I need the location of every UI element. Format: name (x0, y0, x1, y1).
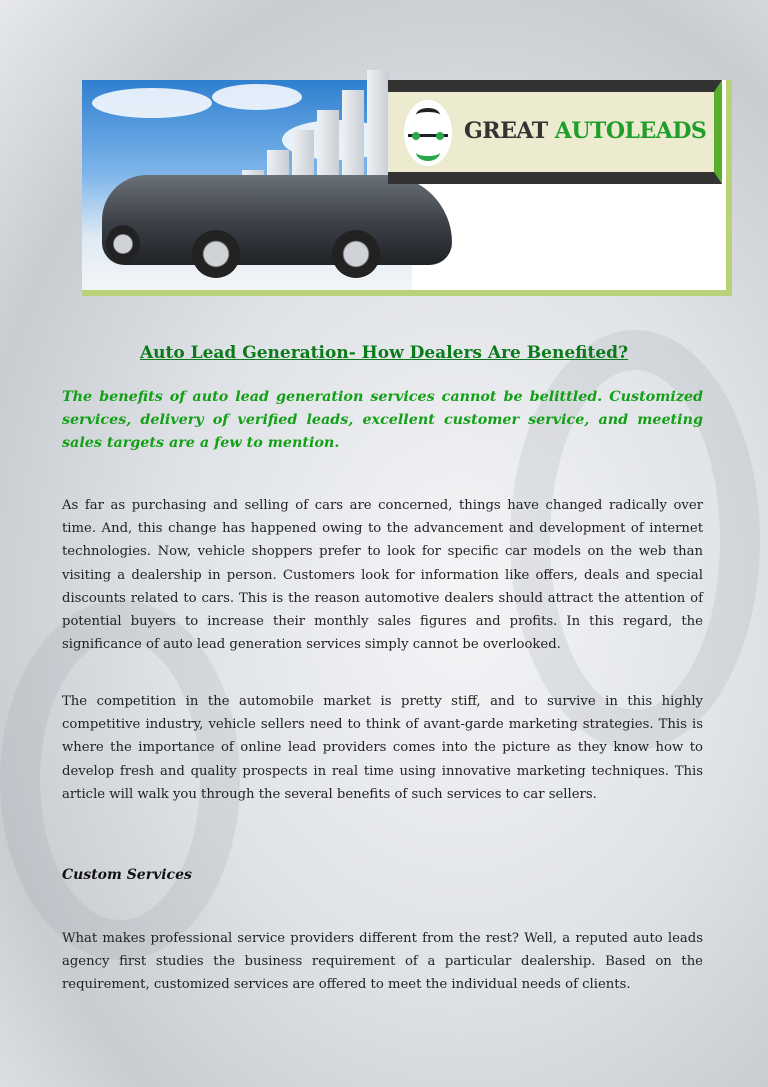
article-title: Auto Lead Generation- How Dealers Are Benefited? (139, 343, 629, 363)
car-body (102, 175, 452, 265)
paragraph: The competition in the automobile market is pretty stiff, and to survive in this highly competitive industry, vehicle sellers need to think of avant-garde marketing strategies. This is where the importance of online lead providers comes into the picture as they know how to develop fresh and quality prospects in real time using innovative marketing techniques. This article will walk you through the several benefits of such services to car sellers. (62, 694, 703, 802)
car-wheel (192, 230, 240, 278)
article-lead: The benefits of auto lead generation services cannot be belittled. Customized services, delivery of verified leads, excellent customer service, and meeting sales targets are a few to mention. (62, 389, 703, 451)
car-wheel (106, 225, 140, 263)
logo-word-great: GREAT (464, 118, 548, 144)
paragraph: What makes professional service providers different from the rest? Well, a reputed auto leads agency first studies the business requirement of a particular dealership. Based on the requirement, customized services are offered to meet the individual needs of clients. (62, 931, 703, 993)
header-banner (82, 80, 732, 296)
paragraph: As far as purchasing and selling of cars are concerned, things have changed radically over time. And, this change has happened owing to the advancement and development of internet technologies. Now, vehicle shoppers prefer to look for specific car models on the web than visiting a dealership in person. Customers look for information like offers, deals and special discounts related to cars. This is the reason automotive dealers should attract the attention of potential buyers to increase their monthly sales figures and profits. In this regard, the significance of auto lead generation services simply cannot be overlooked. (62, 498, 703, 653)
brand-logo (388, 80, 722, 184)
logo-text (464, 118, 706, 144)
section-heading: Custom Services (62, 867, 192, 883)
logo-car-icon (404, 100, 452, 166)
logo-word-autoleads: AUTOLEADS (554, 118, 707, 144)
car-wheel (332, 230, 380, 278)
